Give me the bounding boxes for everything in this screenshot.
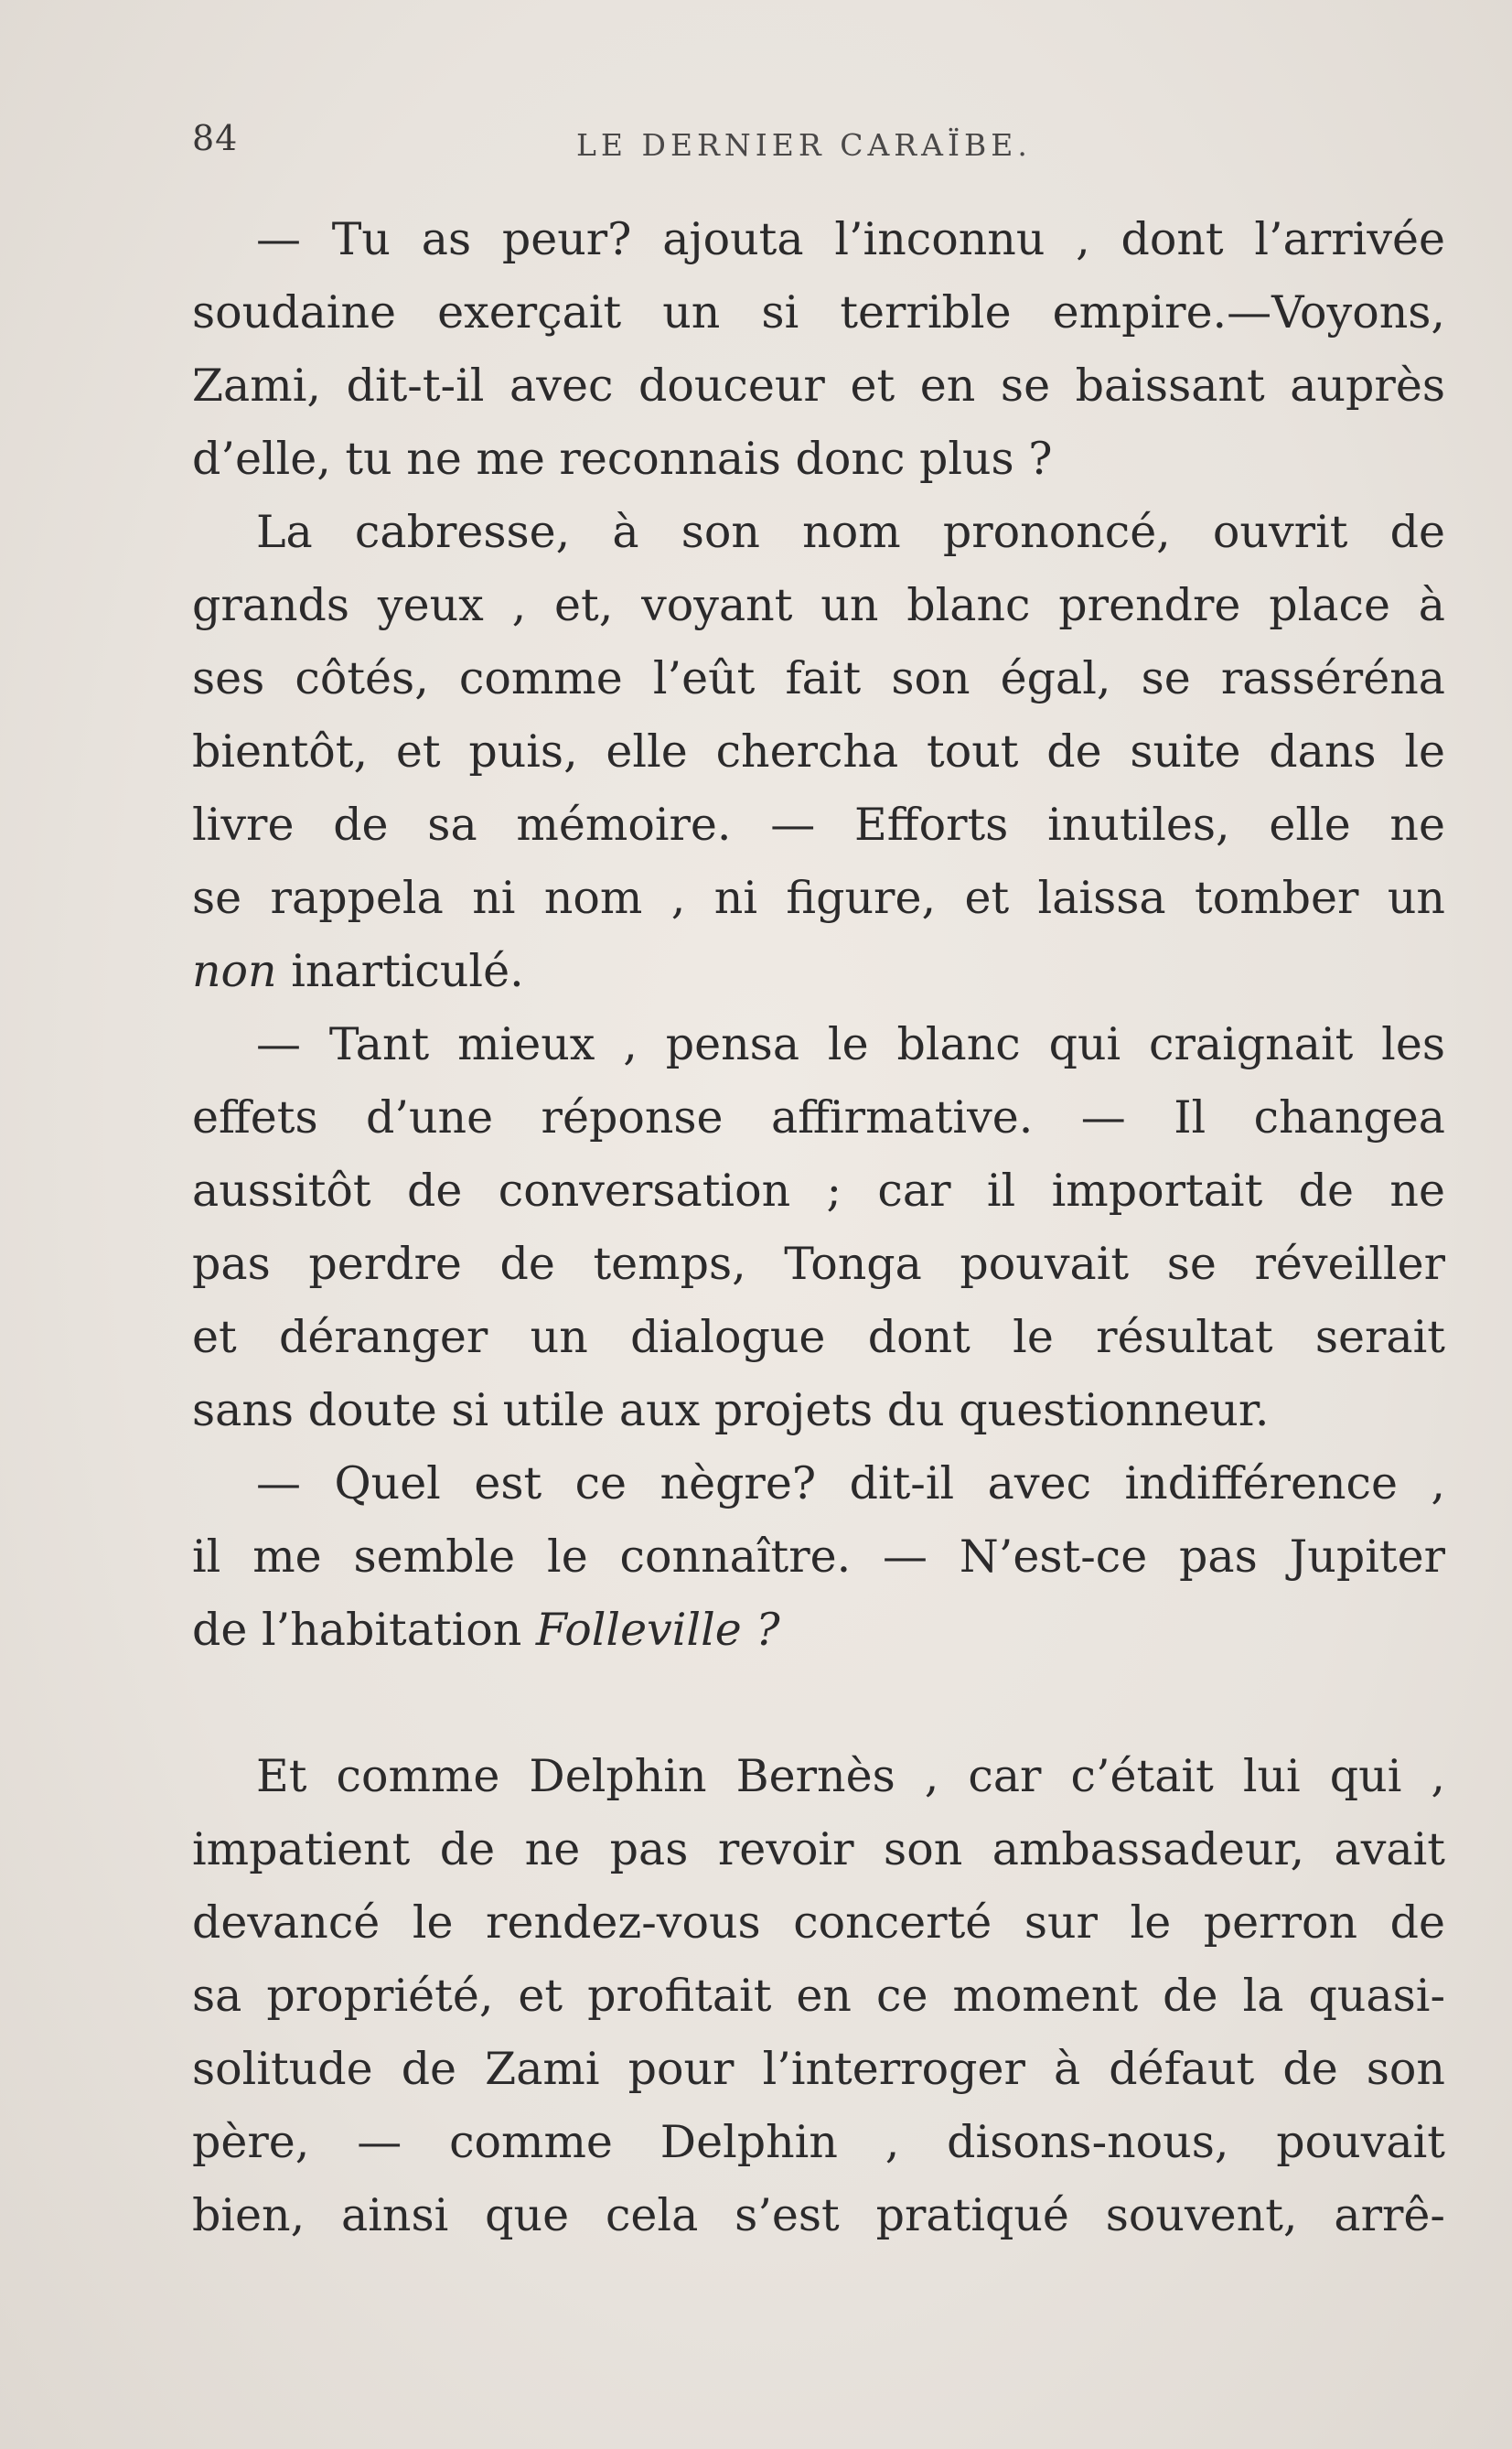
text-line: bientôt, et puis, elle chercha tout de suite dans le: [192, 725, 1445, 778]
paragraph-1: [192, 203, 1445, 496]
text-line: d’elle, tu ne me reconnais donc plus ?: [192, 433, 1053, 485]
running-title: LE DERNIER CARAÏBE.: [576, 127, 1032, 163]
text-line: père, — comme Delphin , disons-nous, pouvait: [192, 2116, 1445, 2168]
italic-word: Folleville ?: [535, 1604, 780, 1656]
text-line: La cabresse, à son nom prononcé, ouvrit de: [256, 506, 1445, 558]
text-line: — Tant mieux , pensa le blanc qui craignait les: [256, 1018, 1445, 1070]
text-line: effets d’une réponse affirmative. — Il changea: [192, 1091, 1445, 1144]
paragraph-5: [192, 1740, 1445, 2252]
text-line: aussitôt de conversation ; car il importait de ne: [192, 1165, 1445, 1217]
text-line: et déranger un dialogue dont le résultat serait: [192, 1311, 1445, 1363]
text-line: [192, 1594, 1445, 1667]
text-line: — Tu as peur? ajouta l’inconnu , dont l’arrivée: [256, 213, 1445, 265]
text-line: bien, ainsi que cela s’est pratiqué souvent, arrê-: [192, 2189, 1445, 2241]
page-number: 84: [192, 118, 239, 158]
text-line: [192, 935, 1445, 1008]
text-line: il me semble le connaître. — N’est-ce pas Jupiter: [192, 1531, 1445, 1583]
text-fragment: de l’habitation: [192, 1604, 536, 1656]
paragraph-3: [192, 1008, 1445, 1447]
paragraph-gap: [192, 1667, 1445, 1740]
text-line: grands yeux , et, voyant un blanc prendre place à: [192, 579, 1445, 631]
text-line: sa propriété, et profitait en ce moment de la quasi-: [192, 1970, 1445, 2022]
text-line: livre de sa mémoire. — Efforts inutiles, elle ne: [192, 799, 1445, 851]
body-text: [192, 203, 1445, 2252]
italic-word: non: [192, 945, 277, 997]
text-fragment: inarticulé.: [276, 945, 524, 997]
text-line: impatient de ne pas revoir son ambassadeur, avait: [192, 1823, 1445, 1875]
paragraph-4: [192, 1447, 1445, 1667]
text-line: Et comme Delphin Bernès , car c’était lui qui ,: [256, 1750, 1445, 1802]
text-line: solitude de Zami pour l’interroger à défaut de son: [192, 2043, 1445, 2095]
paragraph-2: [192, 496, 1445, 1008]
text-line: — Quel est ce nègre? dit-il avec indifférence ,: [256, 1457, 1445, 1509]
text-line: devancé le rendez-vous concerté sur le perron de: [192, 1896, 1445, 1949]
text-line: ses côtés, comme l’eût fait son égal, se rasséréna: [192, 652, 1445, 704]
text-line: Zami, dit-t-il avec douceur et en se baissant auprès: [192, 360, 1445, 412]
text-line: sans doute si utile aux projets du questionneur.: [192, 1384, 1270, 1436]
text-line: se rappela ni nom , ni figure, et laissa tomber un: [192, 872, 1445, 924]
text-line: pas perdre de temps, Tonga pouvait se réveiller: [192, 1238, 1445, 1290]
text-line: soudaine exerçait un si terrible empire.—Voyons,: [192, 286, 1445, 338]
page-header: [192, 114, 1335, 169]
